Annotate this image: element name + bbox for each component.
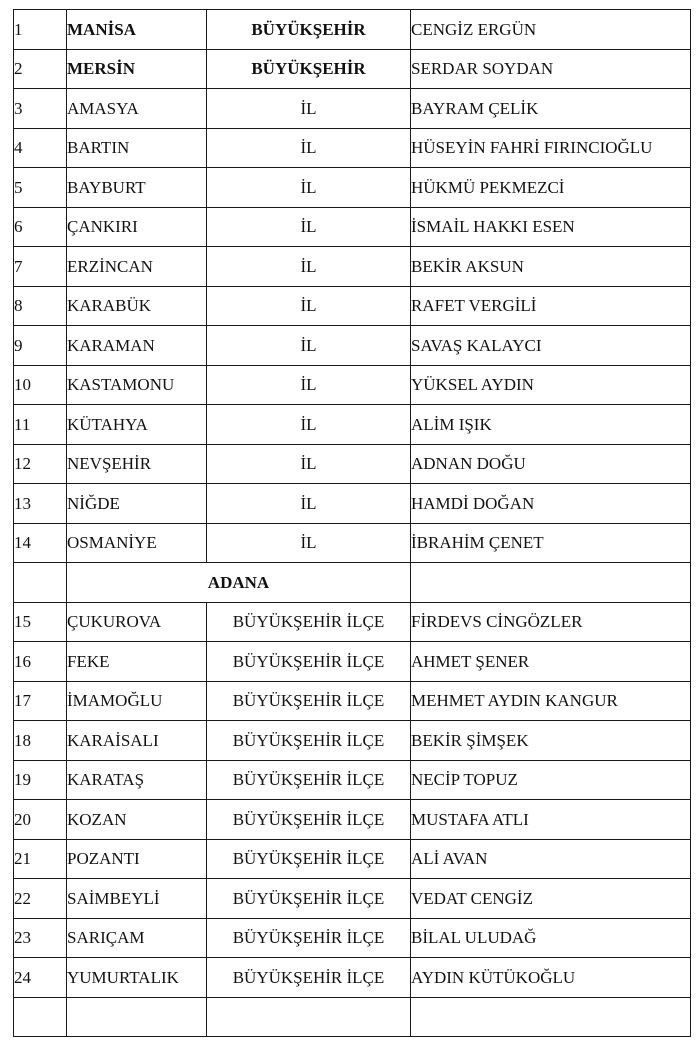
city-cell: AMASYA: [67, 89, 207, 129]
table-row: [14, 523, 691, 563]
table-row: [14, 326, 691, 366]
type-cell: İL: [207, 247, 411, 287]
table-row: [14, 247, 691, 287]
candidate-name-cell: İSMAİL HAKKI ESEN: [411, 207, 691, 247]
city-cell: FEKE: [67, 642, 207, 682]
candidate-name-cell: SERDAR SOYDAN: [411, 49, 691, 89]
row-number: 9: [14, 326, 67, 366]
city-cell: BARTIN: [67, 128, 207, 168]
city-cell: BAYBURT: [67, 168, 207, 208]
city-cell: ÇANKIRI: [67, 207, 207, 247]
city-cell: KÜTAHYA: [67, 405, 207, 445]
type-cell: İL: [207, 326, 411, 366]
empty-cell: [411, 563, 691, 603]
row-number: 2: [14, 49, 67, 89]
table-row: [14, 681, 691, 721]
type-cell: İL: [207, 207, 411, 247]
table-row: [14, 721, 691, 761]
row-number: 7: [14, 247, 67, 287]
row-number: 20: [14, 800, 67, 840]
table-row: [14, 642, 691, 682]
city-cell: MANİSA: [67, 10, 207, 50]
city-cell: KOZAN: [67, 800, 207, 840]
table-row: [14, 286, 691, 326]
table-row: [14, 128, 691, 168]
type-cell: BÜYÜKŞEHİR İLÇE: [207, 958, 411, 998]
row-number: 5: [14, 168, 67, 208]
table-row: [14, 602, 691, 642]
type-cell: BÜYÜKŞEHİR: [207, 49, 411, 89]
city-cell: ERZİNCAN: [67, 247, 207, 287]
row-number: 23: [14, 918, 67, 958]
candidate-name-cell: MUSTAFA ATLI: [411, 800, 691, 840]
empty-cell: [14, 997, 67, 1037]
empty-cell: [207, 997, 411, 1037]
table-row: [14, 365, 691, 405]
table-row: [14, 444, 691, 484]
type-cell: İL: [207, 128, 411, 168]
candidate-name-cell: VEDAT CENGİZ: [411, 879, 691, 919]
empty-row: [14, 997, 691, 1037]
table-row: [14, 49, 691, 89]
row-number: 13: [14, 484, 67, 524]
city-cell: KASTAMONU: [67, 365, 207, 405]
candidate-name-cell: HÜKMÜ PEKMEZCİ: [411, 168, 691, 208]
row-number: 24: [14, 958, 67, 998]
candidate-name-cell: ADNAN DOĞU: [411, 444, 691, 484]
empty-cell: [67, 997, 207, 1037]
city-cell: MERSİN: [67, 49, 207, 89]
type-cell: İL: [207, 484, 411, 524]
city-cell: KARAİSALI: [67, 721, 207, 761]
type-cell: İL: [207, 286, 411, 326]
row-number: 3: [14, 89, 67, 129]
candidate-name-cell: HÜSEYİN FAHRİ FIRINCIOĞLU: [411, 128, 691, 168]
row-number: 15: [14, 602, 67, 642]
row-number: 18: [14, 721, 67, 761]
table-row: [14, 207, 691, 247]
type-cell: BÜYÜKŞEHİR İLÇE: [207, 721, 411, 761]
table-row: [14, 839, 691, 879]
row-number: 14: [14, 523, 67, 563]
type-cell: BÜYÜKŞEHİR İLÇE: [207, 879, 411, 919]
table-row: [14, 484, 691, 524]
row-number: 11: [14, 405, 67, 445]
row-number: 12: [14, 444, 67, 484]
city-cell: SARIÇAM: [67, 918, 207, 958]
candidates-table-body: [14, 10, 691, 1037]
row-number: 16: [14, 642, 67, 682]
candidate-name-cell: AYDIN KÜTÜKOĞLU: [411, 958, 691, 998]
candidate-name-cell: ALİ AVAN: [411, 839, 691, 879]
candidate-name-cell: CENGİZ ERGÜN: [411, 10, 691, 50]
table-row: [14, 10, 691, 50]
city-cell: POZANTI: [67, 839, 207, 879]
table-row: [14, 168, 691, 208]
candidate-name-cell: BEKİR ŞİMŞEK: [411, 721, 691, 761]
city-cell: ÇUKUROVA: [67, 602, 207, 642]
group-title: ADANA: [67, 563, 411, 603]
type-cell: BÜYÜKŞEHİR İLÇE: [207, 602, 411, 642]
row-number: 22: [14, 879, 67, 919]
type-cell: İL: [207, 89, 411, 129]
table-row: [14, 958, 691, 998]
candidate-name-cell: AHMET ŞENER: [411, 642, 691, 682]
empty-cell: [411, 997, 691, 1037]
candidate-name-cell: BİLAL ULUDAĞ: [411, 918, 691, 958]
city-cell: NİĞDE: [67, 484, 207, 524]
candidate-name-cell: SAVAŞ KALAYCI: [411, 326, 691, 366]
city-cell: KARAMAN: [67, 326, 207, 366]
type-cell: BÜYÜKŞEHİR İLÇE: [207, 760, 411, 800]
city-cell: NEVŞEHİR: [67, 444, 207, 484]
candidate-name-cell: İBRAHİM ÇENET: [411, 523, 691, 563]
type-cell: BÜYÜKŞEHİR İLÇE: [207, 800, 411, 840]
table-row: [14, 89, 691, 129]
city-cell: OSMANİYE: [67, 523, 207, 563]
type-cell: İL: [207, 444, 411, 484]
empty-cell: [14, 563, 67, 603]
city-cell: YUMURTALIK: [67, 958, 207, 998]
row-number: 1: [14, 10, 67, 50]
candidate-name-cell: FİRDEVS CİNGÖZLER: [411, 602, 691, 642]
table-row: [14, 760, 691, 800]
type-cell: BÜYÜKŞEHİR İLÇE: [207, 918, 411, 958]
row-number: 10: [14, 365, 67, 405]
group-header-row: [14, 563, 691, 603]
row-number: 4: [14, 128, 67, 168]
candidates-table: [13, 9, 691, 1037]
row-number: 8: [14, 286, 67, 326]
candidate-name-cell: HAMDİ DOĞAN: [411, 484, 691, 524]
type-cell: BÜYÜKŞEHİR: [207, 10, 411, 50]
row-number: 21: [14, 839, 67, 879]
type-cell: İL: [207, 405, 411, 445]
table-row: [14, 879, 691, 919]
city-cell: SAİMBEYLİ: [67, 879, 207, 919]
candidate-name-cell: NECİP TOPUZ: [411, 760, 691, 800]
table-row: [14, 918, 691, 958]
candidate-name-cell: ALİM IŞIK: [411, 405, 691, 445]
row-number: 6: [14, 207, 67, 247]
candidate-name-cell: YÜKSEL AYDIN: [411, 365, 691, 405]
candidate-name-cell: MEHMET AYDIN KANGUR: [411, 681, 691, 721]
type-cell: İL: [207, 365, 411, 405]
type-cell: İL: [207, 523, 411, 563]
candidate-name-cell: BAYRAM ÇELİK: [411, 89, 691, 129]
candidate-name-cell: BEKİR AKSUN: [411, 247, 691, 287]
type-cell: BÜYÜKŞEHİR İLÇE: [207, 839, 411, 879]
table-row: [14, 405, 691, 445]
city-cell: İMAMOĞLU: [67, 681, 207, 721]
table-row: [14, 800, 691, 840]
row-number: 19: [14, 760, 67, 800]
city-cell: KARATAŞ: [67, 760, 207, 800]
candidate-name-cell: RAFET VERGİLİ: [411, 286, 691, 326]
type-cell: BÜYÜKŞEHİR İLÇE: [207, 681, 411, 721]
type-cell: BÜYÜKŞEHİR İLÇE: [207, 642, 411, 682]
city-cell: KARABÜK: [67, 286, 207, 326]
type-cell: İL: [207, 168, 411, 208]
row-number: 17: [14, 681, 67, 721]
